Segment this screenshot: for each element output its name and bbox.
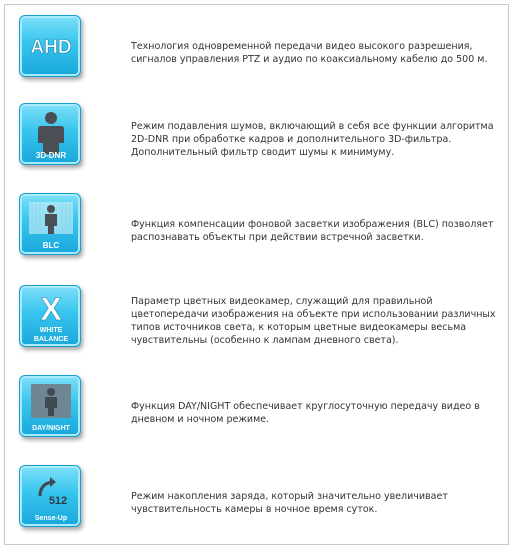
feature-description: Режим накопления заряда, который значительно увеличивает чувствительность камеры в ночное время суток. — [131, 491, 448, 515]
blc-icon — [19, 193, 81, 255]
features-panel — [4, 4, 509, 545]
3d-dnr-icon — [19, 103, 81, 165]
feature-row-day-night — [5, 375, 510, 455]
white-balance-icon-label-2: BALANCE — [33, 336, 69, 343]
feature-row-white-balance — [5, 285, 510, 365]
3d-dnr-icon-label: 3D-DNR — [35, 151, 67, 160]
white-balance-icon-label-1: WHITE — [39, 327, 63, 334]
day-night-icon-label: DAY/NIGHT — [32, 425, 70, 432]
day-night-icon — [19, 375, 81, 437]
feature-row-3d-dnr — [5, 103, 510, 183]
svg-text:X: X — [40, 291, 62, 327]
ahd-icon — [19, 15, 81, 77]
feature-row-sense-up — [5, 465, 510, 545]
white-balance-icon — [19, 285, 81, 347]
feature-description: Функция DAY/NIGHT обеспечивает круглосуточную передачу видео в дневном и ночном режиме. — [131, 401, 480, 425]
sense-up-icon-label: Sense-Up — [34, 515, 68, 522]
feature-description: Функция компенсации фоновой засветки изображения (BLC) позволяет распознавать объекты при действии встречной засветки. — [131, 219, 494, 243]
sense-up-icon — [19, 465, 81, 527]
feature-description: Параметр цветных видеокамер, служащий для правильной цветопередачи изображения на объекте при использовании различных типов источников света, к которым цветные видеокамеры весьма чувствительны (особенно к лампам дневного света). — [131, 296, 496, 346]
sense-up-icon-number: 512 — [48, 495, 68, 507]
blc-icon-label: BLC — [42, 241, 60, 250]
feature-description: Режим подавления шумов, включающий в себя все функции алгоритма 2D-DNR при обработке кадров и дополнительного 3D-фильтра. Дополнительный фильтр сводит шумы к минимуму. — [131, 121, 494, 158]
feature-row-ahd — [5, 15, 510, 95]
feature-description: Технология одновременной передачи видео высокого разрешения, сигналов управления PTZ и аудио по коаксиальному кабелю до 500 м. — [131, 41, 488, 65]
feature-row-blc — [5, 193, 510, 273]
ahd-icon-label: AHD — [30, 37, 72, 58]
